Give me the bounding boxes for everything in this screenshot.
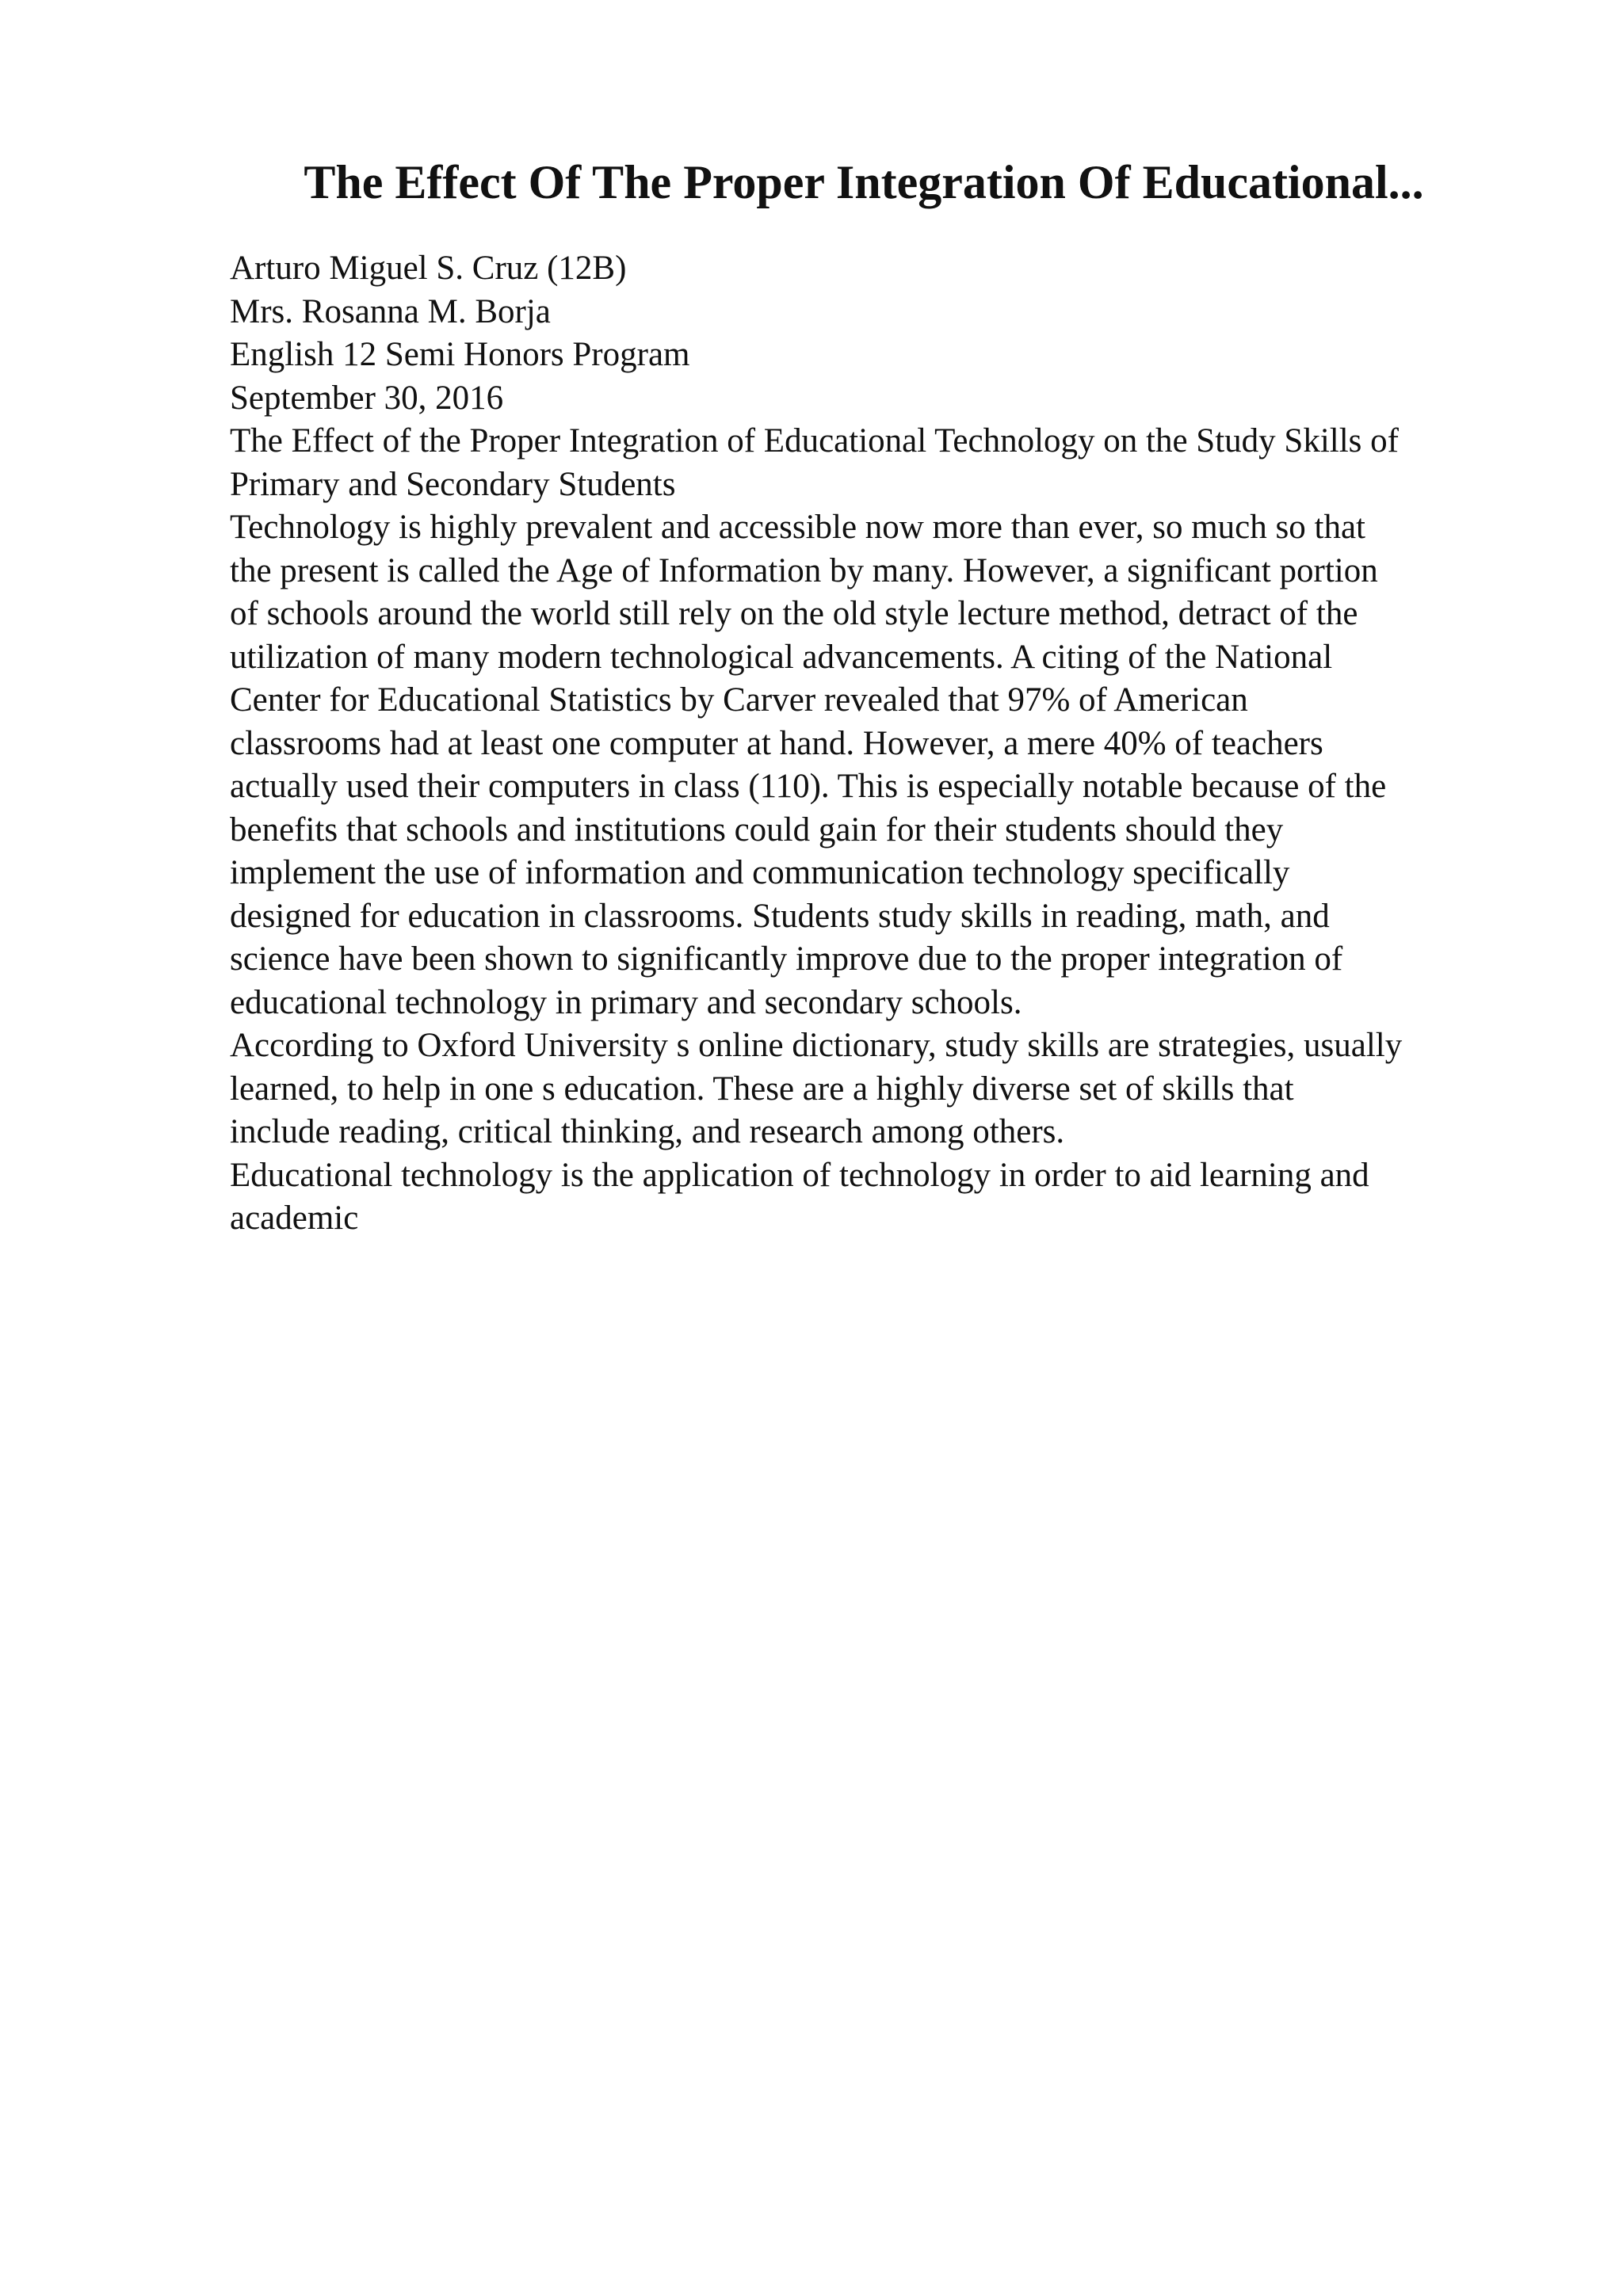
paragraph (230, 1024, 1514, 1154)
essay-title-line: Primary and Secondary Students (230, 465, 676, 503)
paragraph-line: According to Oxford University s online dictionary, study skills are strategies, usually (230, 1027, 1403, 1064)
paragraph-line: Center for Educational Statistics by Carver revealed that 97% of American (230, 681, 1248, 719)
date-line: September 30, 2016 (230, 379, 504, 417)
author-line: Arturo Miguel S. Cruz (12B) (230, 250, 627, 287)
paragraph-line: educational technology in primary and secondary schools. (230, 983, 1022, 1021)
paragraph-line: science have been shown to significantly improve due to the proper integration of (230, 940, 1343, 978)
paragraph-line: implement the use of information and communication technology specifically (230, 854, 1290, 891)
paragraph-line: Educational technology is the application of technology in order to aid learning and (230, 1156, 1369, 1194)
essay-title-line: The Effect of the Proper Integration of Educational Technology on the Study Skills of (230, 422, 1399, 460)
course-line: English 12 Semi Honors Program (230, 336, 690, 373)
paragraph-line: learned, to help in one s education. These are a highly diverse set of skills that (230, 1070, 1294, 1108)
paragraph-line: academic (230, 1199, 359, 1237)
paragraph-line: actually used their computers in class (110). This is especially notable because of the (230, 768, 1387, 805)
paragraph-line: of schools around the world still rely on the old style lecture method, detract of the (230, 595, 1358, 632)
teacher-line: Mrs. Rosanna M. Borja (230, 292, 551, 330)
paragraph-line: classrooms had at least one computer at hand. However, a mere 40% of teachers (230, 724, 1323, 762)
paragraph-line: the present is called the Age of Information by many. However, a significant portion (230, 551, 1378, 589)
paragraph-line: benefits that schools and institutions could gain for their students should they (230, 810, 1284, 849)
paragraph (230, 1154, 1514, 1241)
paragraph (230, 506, 1514, 1024)
paragraph-line: include reading, critical thinking, and research among others. (230, 1113, 1065, 1150)
paragraph-line: Technology is highly prevalent and accessible now more than ever, so much so that (230, 509, 1365, 546)
header-block (230, 247, 1514, 420)
document-title: The Effect Of The Proper Integration Of Educational... (304, 156, 1424, 208)
paragraph-line: designed for education in classrooms. Students study skills in reading, math, and (230, 897, 1330, 935)
paragraph-line: utilization of many modern technological advancements. A citing of the National (230, 638, 1333, 676)
document-body (230, 247, 1514, 1241)
essay-title (230, 420, 1514, 506)
